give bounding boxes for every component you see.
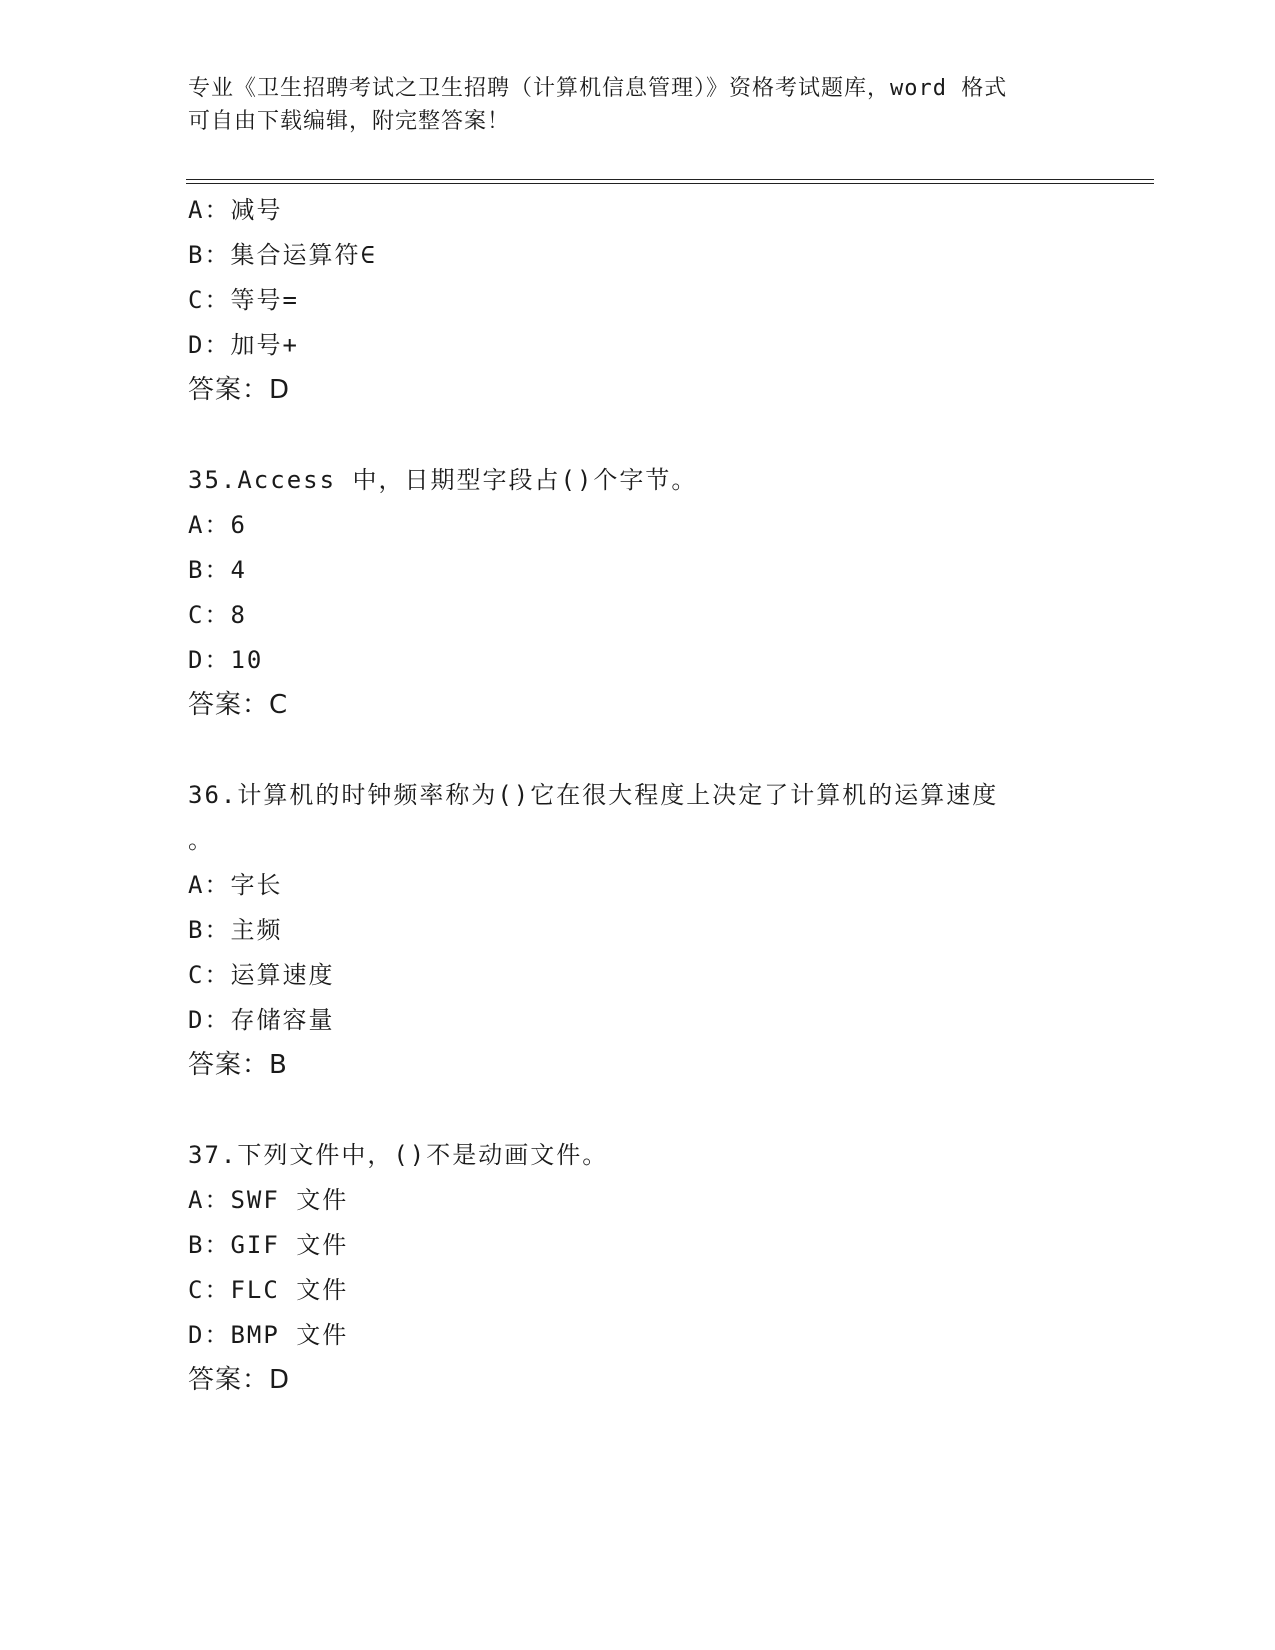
option-b: B：4	[188, 556, 247, 584]
header-line-2: 可自由下载编辑，附完整答案！	[188, 109, 511, 134]
question-text-continued: 。	[188, 826, 214, 854]
option-b: B：主频	[188, 916, 283, 944]
header-divider-top	[186, 179, 1154, 180]
option-d: D：存储容量	[188, 1006, 335, 1034]
option-c: C：等号=	[188, 286, 299, 314]
option-c: C：运算速度	[188, 961, 335, 989]
option-a: A：SWF 文件	[188, 1186, 349, 1214]
option-b: B：GIF 文件	[188, 1231, 349, 1259]
answer-text: 答案：C	[188, 690, 289, 720]
option-a: A：减号	[188, 196, 283, 224]
option-a: A：字长	[188, 871, 283, 899]
option-d: D：BMP 文件	[188, 1321, 349, 1349]
answer-text: 答案：B	[188, 1050, 288, 1080]
option-b: B：集合运算符∈	[188, 241, 377, 269]
option-c: C：8	[188, 601, 247, 629]
option-a: A：6	[188, 511, 247, 539]
answer-text: 答案：D	[188, 1365, 291, 1395]
question-text: 36.计算机的时钟频率称为()它在很大程度上决定了计算机的运算速度	[188, 781, 999, 809]
option-d: D：10	[188, 646, 264, 674]
option-c: C：FLC 文件	[188, 1276, 349, 1304]
header-divider-bottom	[186, 183, 1154, 184]
option-d: D：加号+	[188, 331, 299, 359]
question-text: 37.下列文件中，()不是动画文件。	[188, 1141, 609, 1169]
header-line-1: 专业《卫生招聘考试之卫生招聘（计算机信息管理）》资格考试题库，word 格式	[188, 76, 1008, 101]
question-text: 35.Access 中，日期型字段占()个字节。	[188, 466, 698, 494]
answer-text: 答案：D	[188, 375, 291, 405]
document-header	[188, 72, 1068, 138]
